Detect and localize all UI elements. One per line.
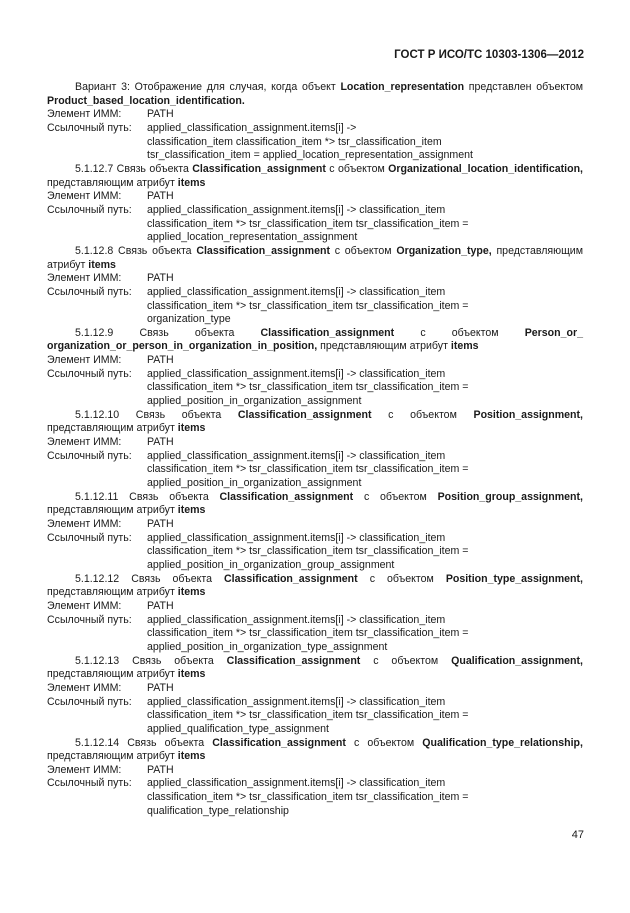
heading-text: с объектом [371,408,474,421]
path-line: applied_position_in_organization_assignment [147,477,362,490]
path-row [47,614,583,655]
path-row [47,204,583,245]
element-label: Элемент ИММ: [47,108,122,121]
path-value [147,777,583,818]
path-row [47,122,583,163]
heading-text: с объектом [329,244,397,257]
page-number: 47 [571,829,584,841]
heading-entity: Qualification_type_relationship, [422,736,583,749]
heading-entity: Qualification_assignment, [451,654,583,667]
intro-text: Вариант 3: Отображение для случая, когда объект [75,81,341,93]
path-label: Ссылочный путь: [47,449,132,462]
element-row [47,272,583,286]
path-row [47,286,583,327]
heading-text: 5.1.12.7 Связь объекта [75,162,193,175]
heading-entity: Position_type_assignment, [445,572,583,585]
element-label: Элемент ИММ: [47,763,122,776]
heading-text: с объектом [357,572,446,585]
heading-attribute: items [177,668,206,681]
heading-text: с объектом [345,736,423,749]
path-value [147,368,583,409]
heading-attribute: items [177,504,206,517]
heading-attribute: items [177,176,206,189]
element-row [47,190,583,204]
element-value: PATH [147,599,174,612]
heading-entity: Organization_type, [396,244,492,257]
path-line: applied_classification_assignment.items[i] -> [147,121,357,134]
heading-attribute: items [450,340,479,353]
heading-text: представляющим атрибут [47,244,583,271]
element-row [47,682,583,696]
section-heading [47,245,583,272]
path-label: Ссылочный путь: [47,777,132,790]
element-label: Элемент ИММ: [47,354,122,367]
section-5-1-12-10 [47,409,583,491]
path-row [47,368,583,409]
element-row [47,436,583,450]
intro-paragraph [47,81,583,108]
sections-list [47,163,583,819]
heading-entity: Classification_assignment [196,244,330,257]
page-content [47,81,583,818]
section-5-1-12-12 [47,573,583,655]
element-label: Элемент ИММ: [47,681,122,694]
path-row [47,777,583,818]
path-line: classification_item classification_item *> tsr_classification_item [147,135,442,148]
heading-text: с объектом [360,654,452,667]
path-row [47,532,583,573]
heading-attribute: items [177,750,206,763]
path-row [47,696,583,737]
section-5-1-12-14 [47,737,583,819]
element-value: PATH [147,436,174,449]
path-value [147,450,583,491]
path-line: classification_item *> tsr_classification_item tsr_classification_item = [147,791,469,804]
heading-text: 5.1.12.12 Связь объекта [75,572,225,585]
path-label: Ссылочный путь: [47,203,132,216]
path-row [47,450,583,491]
path-line: applied_position_in_organization_type_assignment [147,640,388,653]
path-label: Ссылочный путь: [47,121,132,134]
element-label: Элемент ИММ: [47,272,122,285]
path-line: organization_type [147,313,231,326]
path-line: applied_position_in_organization_assignment [147,395,362,408]
element-row [47,354,583,368]
path-value [147,122,583,163]
section-5-1-12-11 [47,491,583,573]
section-5-1-12-8 [47,245,583,327]
path-value [147,286,583,327]
path-line: classification_item *> tsr_classification_item tsr_classification_item = [147,299,469,312]
heading-text: представляющим атрибут [47,668,178,681]
intro-entity: Location_representation [340,81,465,93]
element-label: Элемент ИММ: [47,599,122,612]
heading-text: 5.1.12.14 Связь объекта [75,736,213,749]
path-line: tsr_classification_item = applied_location_representation_assignment [147,149,473,162]
element-label: Элемент ИММ: [47,436,122,449]
heading-entity: Classification_assignment [212,736,346,749]
path-value [147,204,583,245]
path-label: Ссылочный путь: [47,613,132,626]
heading-entity: Classification_assignment [192,162,326,175]
heading-attribute: items [177,586,206,599]
section-heading [47,409,583,436]
element-label: Элемент ИММ: [47,190,122,203]
path-label: Ссылочный путь: [47,531,132,544]
element-label: Элемент ИММ: [47,518,122,530]
path-line: applied_qualification_type_assignment [147,722,329,735]
path-line: applied_classification_assignment.items[i] -> classification_item [147,695,446,708]
heading-entity: Classification_assignment [224,572,358,585]
section-heading [47,737,583,764]
path-line: classification_item *> tsr_classification_item tsr_classification_item = [147,545,469,558]
heading-entity: Classification_assignment [226,654,361,667]
element-value: PATH [147,190,174,203]
heading-entity: Classification_assignment [219,490,354,503]
intro-entity: Product_based_location_identification. [47,94,245,107]
path-label: Ссылочный путь: [47,695,132,708]
heading-attribute: items [177,422,206,435]
element-value: PATH [147,272,174,285]
path-line: applied_classification_assignment.items[i] -> classification_item [147,285,446,298]
element-value: PATH [147,681,174,694]
heading-text: 5.1.12.8 Связь объекта [75,244,197,257]
heading-entity: Classification_assignment [260,326,395,339]
heading-text: 5.1.12.10 Связь объекта [75,408,238,421]
path-line: applied_classification_assignment.items[i] -> classification_item [147,203,446,216]
path-label: Ссылочный путь: [47,367,132,380]
intro-block [47,81,583,163]
section-heading [47,491,583,518]
path-line: applied_classification_assignment.items[i] -> classification_item [147,531,446,544]
path-line: classification_item *> tsr_classification_item tsr_classification_item = [147,217,469,230]
path-value [147,614,583,655]
heading-text: с объектом [353,490,438,503]
heading-entity: Person_or_ organization_or_person_in_organization_in_position, [47,326,583,353]
heading-text: 5.1.12.13 Связь объекта [75,654,227,667]
element-value: PATH [147,518,174,530]
element-value: PATH [147,108,174,121]
section-heading [47,163,583,190]
path-line: classification_item *> tsr_classification_item tsr_classification_item = [147,463,469,476]
heading-text: с объектом [325,162,389,175]
heading-entity: Position_assignment, [473,408,583,421]
path-line: classification_item *> tsr_classification_item tsr_classification_item = [147,709,469,722]
element-row [47,518,583,532]
section-5-1-12-13 [47,655,583,737]
section-5-1-12-9 [47,327,583,409]
path-value [147,696,583,737]
heading-entity: Classification_assignment [237,408,372,421]
heading-text: представляющим атрибут [47,750,178,763]
path-line: applied_classification_assignment.items[i] -> classification_item [147,367,446,380]
path-line: qualification_type_relationship [147,804,289,817]
element-value: PATH [147,354,174,367]
element-value: PATH [147,763,174,776]
path-line: classification_item *> tsr_classification_item tsr_classification_item = [147,381,469,394]
heading-text: 5.1.12.11 Связь объекта [75,490,220,503]
heading-text: представляющим атрибут [47,586,178,599]
intro-text: представлен объектом [464,81,583,93]
heading-attribute: items [88,258,116,271]
element-row [47,764,583,778]
heading-text: с объектом [394,326,525,339]
path-line: applied_classification_assignment.items[i] -> classification_item [147,449,446,462]
section-5-1-12-7 [47,163,583,245]
path-line: applied_classification_assignment.items[i] -> classification_item [147,613,446,626]
document-header: ГОСТ Р ИСО/ТС 10303-1306—2012 [394,49,584,61]
section-heading [47,655,583,682]
element-row [47,108,583,122]
path-line: applied_location_representation_assignment [147,231,358,244]
path-line: classification_item *> tsr_classification_item tsr_classification_item = [147,627,469,640]
heading-text: представляющим атрибут [317,340,451,353]
heading-text: 5.1.12.9 Связь объекта [75,326,261,339]
heading-entity: Organizational_location_identification, [388,162,583,175]
element-row [47,600,583,614]
section-heading [47,327,583,354]
heading-text: представляющим атрибут [47,176,178,189]
heading-text: представляющим атрибут [47,504,178,517]
heading-text: представляющим атрибут [47,422,178,435]
section-heading [47,573,583,600]
path-line: applied_classification_assignment.items[i] -> classification_item [147,777,446,790]
path-label: Ссылочный путь: [47,285,132,298]
path-line: applied_position_in_organization_group_assignment [147,558,395,571]
heading-entity: Position_group_assignment, [437,490,583,503]
path-value [147,532,583,573]
